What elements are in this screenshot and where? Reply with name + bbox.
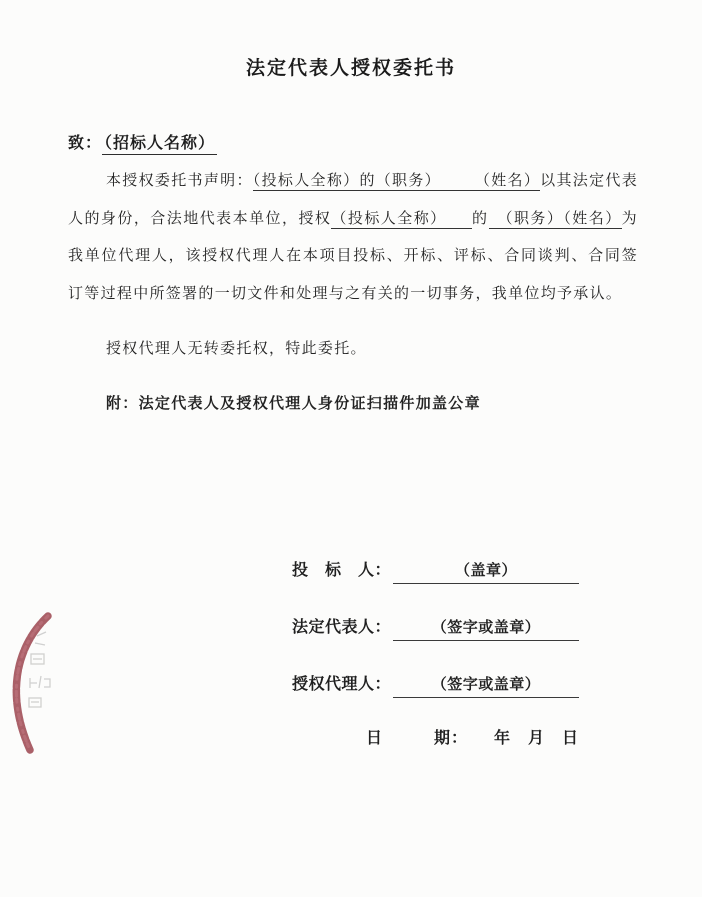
addressee-prefix: 致： xyxy=(68,135,103,152)
date-line: 日 期： 年 月 日 xyxy=(366,730,580,747)
bidder-signature-label: 投 标 人： xyxy=(292,562,392,579)
agent-title-name-blank: （职务）（姓名） xyxy=(488,210,622,227)
attachment-note-paragraph: 附：法定代表人及授权代理人身份证扫描件加盖公章 xyxy=(106,396,481,412)
red-seal-stamp xyxy=(0,606,74,758)
bidder-seal-blank: （盖章） xyxy=(393,559,579,584)
declaration-scope-text: 为我单位代理人，该授权代理人在本项目投标、开标、评标、合同谈判、合同签订等过程中所签署的一切文件和处理与之有关的一切事务，我单位均予承认。 xyxy=(68,210,638,302)
agent-sign-blank: （签字或盖章） xyxy=(393,673,579,698)
no-sub-delegation-paragraph: 授权代理人无转委托权，特此委托。 xyxy=(106,341,367,357)
bidder-signature-row xyxy=(292,557,579,584)
declaration-paragraph xyxy=(68,163,638,313)
faded-stamp-glyphs xyxy=(29,632,50,707)
principal-blank: （投标人全称）的（职务） （姓名） xyxy=(252,173,541,189)
declaration-capacity-text: 以其法定代表人的身份，合法地代表本单位，授权 xyxy=(68,173,638,227)
legal-rep-signature-label: 法定代表人： xyxy=(292,619,392,636)
document-title: 法定代表人授权委托书 xyxy=(245,58,456,79)
addressee-line xyxy=(68,130,217,153)
bidder-name-blank: （投标人全称） xyxy=(331,210,473,227)
declaration-of-text: 的 xyxy=(472,210,489,227)
agent-signature-row xyxy=(292,671,579,698)
declaration-lead: 本授权委托书声明： xyxy=(106,173,253,189)
addressee-blank: （招标人名称） xyxy=(102,135,217,155)
legal-rep-sign-blank: （签字或盖章） xyxy=(393,616,579,641)
agent-signature-label: 授权代理人： xyxy=(292,676,392,693)
legal-rep-signature-row xyxy=(292,614,579,641)
